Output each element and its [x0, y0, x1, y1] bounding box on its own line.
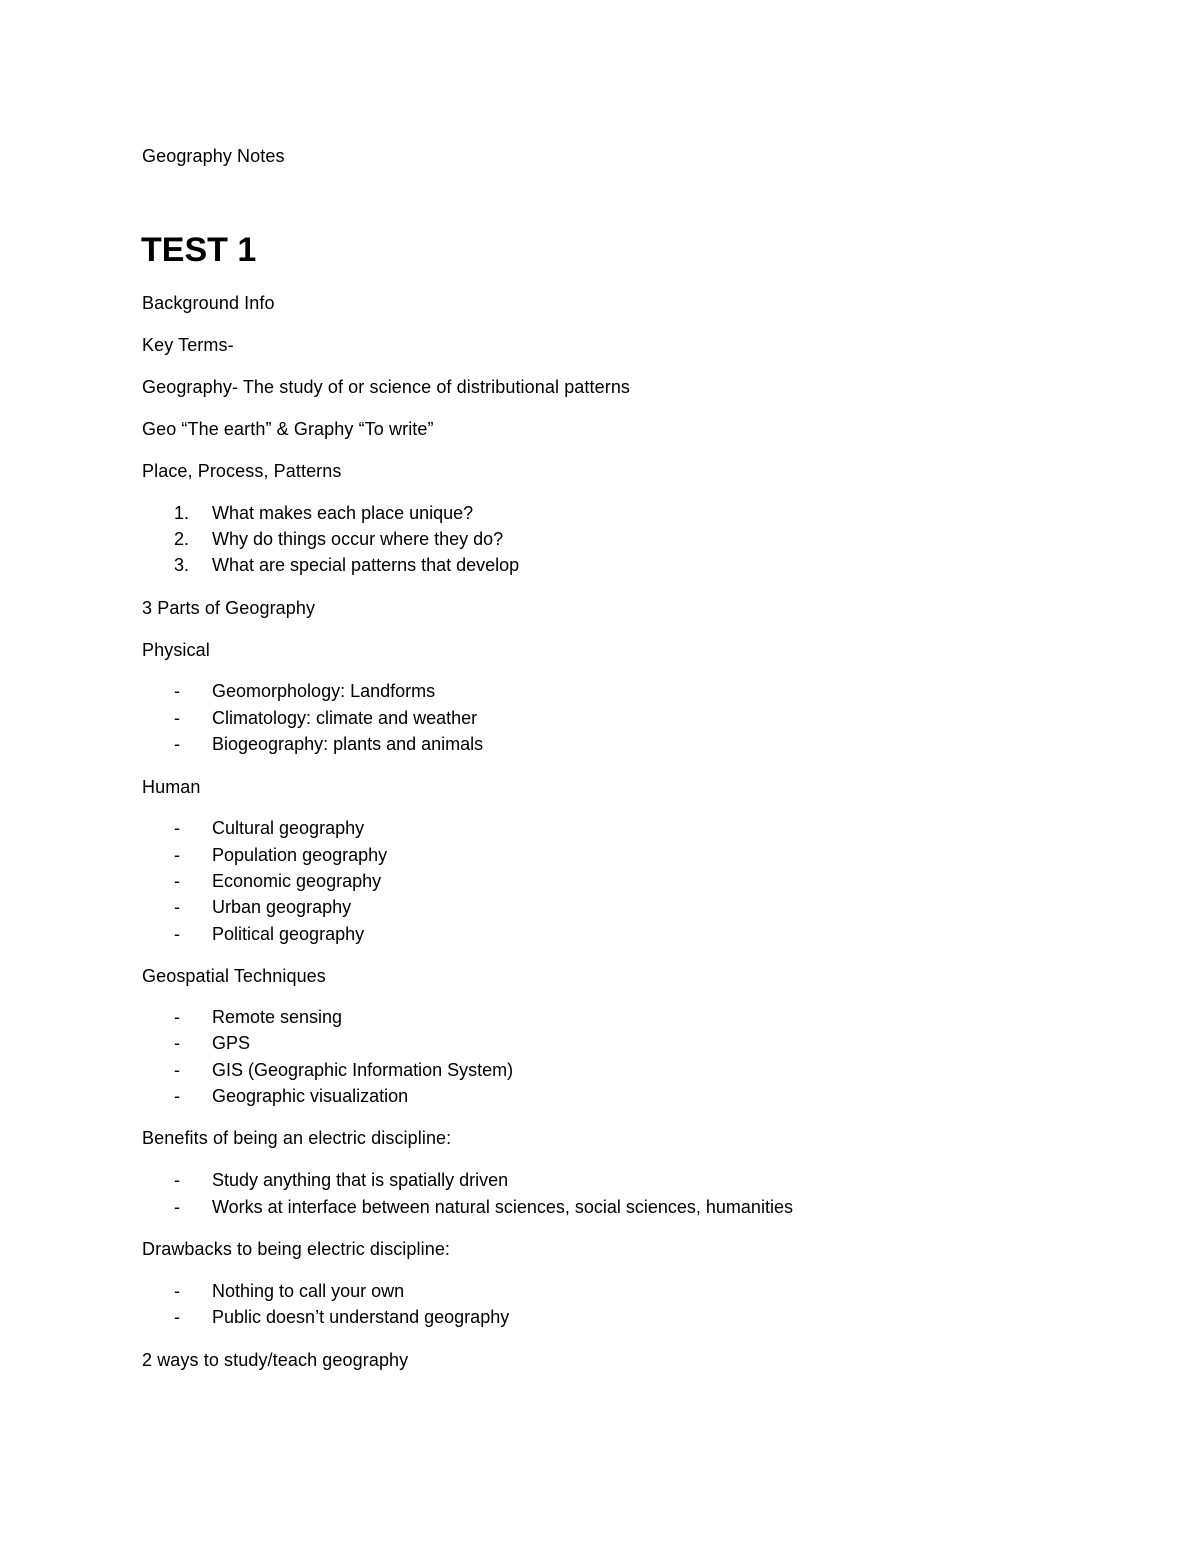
human-heading: Human	[142, 777, 201, 797]
geo-etymology: Geo “The earth” & Graphy “To write”	[142, 419, 434, 439]
list-bullet: -	[174, 1033, 180, 1053]
list-item-text: Climatology: climate and weather	[212, 708, 478, 728]
list-bullet: -	[174, 1086, 180, 1106]
list-item-text: Remote sensing	[212, 1007, 343, 1027]
three-parts-heading: 3 Parts of Geography	[142, 598, 316, 618]
geospatial-heading: Geospatial Techniques	[142, 966, 326, 986]
list-bullet: -	[174, 681, 180, 701]
list-item-text: Works at interface between natural sciences, social sciences, humanities	[212, 1197, 793, 1217]
list-item-text: Cultural geography	[212, 818, 365, 838]
list-bullet: -	[174, 818, 180, 838]
benefits-heading: Benefits of being an electric discipline:	[142, 1128, 452, 1148]
list-item-text: Political geography	[212, 924, 365, 944]
list-bullet: -	[174, 1307, 180, 1327]
geography-definition: Geography- The study of or science of distributional patterns	[142, 377, 631, 397]
list-number: 3.	[174, 555, 190, 575]
background-info-heading: Background Info	[142, 293, 275, 313]
list-item-text: Nothing to call your own	[212, 1281, 405, 1301]
list-number: 2.	[174, 529, 190, 549]
list-bullet: -	[174, 1060, 180, 1080]
list-bullet: -	[174, 1197, 180, 1217]
list-bullet: -	[174, 1170, 180, 1190]
list-item-text: Geomorphology: Landforms	[212, 681, 436, 701]
list-bullet: -	[174, 734, 180, 754]
list-bullet: -	[174, 897, 180, 917]
list-item-text: What makes each place unique?	[212, 503, 474, 523]
place-process-patterns-heading: Place, Process, Patterns	[142, 461, 342, 481]
list-bullet: -	[174, 708, 180, 728]
key-terms-heading: Key Terms-	[142, 335, 234, 355]
list-bullet: -	[174, 845, 180, 865]
list-item-text: GIS (Geographic Information System)	[212, 1060, 514, 1080]
test-heading: TEST 1	[141, 231, 257, 269]
list-item-text: Public doesn’t understand geography	[212, 1307, 510, 1327]
drawbacks-heading: Drawbacks to being electric discipline:	[142, 1239, 451, 1259]
list-item-text: Why do things occur where they do?	[212, 529, 504, 549]
list-item-text: Population geography	[212, 845, 388, 865]
list-item-text: Study anything that is spatially driven	[212, 1170, 509, 1190]
list-number: 1.	[174, 503, 190, 523]
physical-heading: Physical	[142, 640, 210, 660]
document-title: Geography Notes	[142, 146, 285, 166]
list-item-text: Economic geography	[212, 871, 382, 891]
list-item-text: What are special patterns that develop	[212, 555, 520, 575]
list-item-text: Urban geography	[212, 897, 352, 917]
list-item-text: Geographic visualization	[212, 1086, 409, 1106]
list-item-text: Biogeography: plants and animals	[212, 734, 484, 754]
list-item-text: GPS	[212, 1033, 251, 1053]
two-ways-heading: 2 ways to study/teach geography	[142, 1350, 409, 1370]
list-bullet: -	[174, 924, 180, 944]
list-bullet: -	[174, 1007, 180, 1027]
list-bullet: -	[174, 1281, 180, 1301]
list-bullet: -	[174, 871, 180, 891]
